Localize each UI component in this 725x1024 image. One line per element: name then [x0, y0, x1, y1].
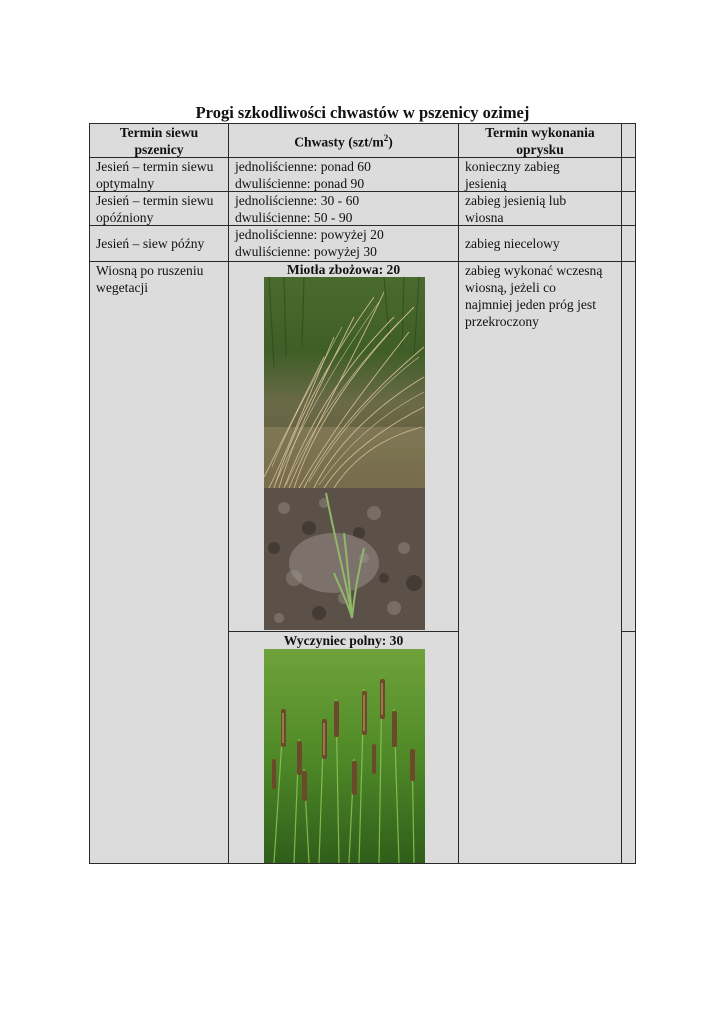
row1-weeds — [228, 157, 459, 192]
row2-extra-column — [621, 191, 636, 226]
row2-weeds — [228, 191, 459, 226]
row1-action-line2: jesienią — [465, 176, 507, 191]
silky-bentgrass-seedling-photo — [264, 488, 425, 630]
row4-term-line1: Wiosną po ruszeniu — [96, 263, 204, 278]
row2-weeds-line1: jednoliścienne: 30 - 60 — [235, 193, 360, 208]
weed1-label: Miotła zbożowa: 20 — [286, 262, 401, 277]
header-spray-term-line2: oprysku — [516, 141, 564, 157]
row1-action-line1: konieczny zabieg — [465, 159, 560, 174]
row1-term-line1: Jesień – termin siewu — [96, 159, 214, 174]
header-weeds — [228, 123, 459, 158]
row3-term-line1: Jesień – siew późny — [96, 236, 205, 251]
row1-sowing-term — [89, 157, 229, 192]
black-grass-seed-heads-photo — [264, 649, 425, 863]
header-weeds-close: ) — [388, 134, 393, 150]
row3-weeds-line2: dwuliścienne: powyżej 30 — [235, 244, 377, 259]
header-sowing-term — [89, 123, 229, 158]
row4-extra-column-lower — [621, 631, 636, 864]
row1-weeds-line1: jednoliścienne: ponad 60 — [235, 159, 371, 174]
row3-action-line1: zabieg niecelowy — [465, 236, 560, 251]
row1-term-line2: optymalny — [96, 176, 155, 191]
row3-weeds-line1: jednoliścienne: powyżej 20 — [235, 227, 384, 242]
row4-spray-term — [458, 261, 622, 864]
row3-sowing-term — [89, 225, 229, 262]
row2-term-line2: opóźniony — [96, 210, 154, 225]
row2-spray-term — [458, 191, 622, 226]
header-spray-term — [458, 123, 622, 158]
row1-extra-column — [621, 157, 636, 192]
weed2-label: Wyczyniec polny: 30 — [283, 633, 404, 648]
row2-term-line1: Jesień – termin siewu — [96, 193, 214, 208]
row2-action-line2: wiosna — [465, 210, 504, 225]
row1-spray-term — [458, 157, 622, 192]
header-sowing-term-line2: pszenicy — [134, 141, 184, 157]
header-weeds-superscript: 2 — [383, 133, 389, 144]
row2-sowing-term — [89, 191, 229, 226]
silky-bentgrass-mature-panicles-photo — [264, 277, 425, 488]
row3-weeds — [228, 225, 459, 262]
header-sowing-term-line1: Termin siewu — [119, 124, 199, 140]
row3-extra-column — [621, 225, 636, 262]
header-extra-column — [621, 123, 636, 158]
row4-term-line2: wegetacji — [96, 280, 149, 295]
row1-weeds-line2: dwuliścienne: ponad 90 — [235, 176, 365, 191]
row3-spray-term — [458, 225, 622, 262]
header-spray-term-line1: Termin wykonania — [485, 124, 595, 140]
document-title: Progi szkodliwości chwastów w pszenicy ozimej — [195, 103, 530, 122]
row4-extra-column-upper — [621, 261, 636, 632]
row4-sowing-term — [89, 261, 229, 864]
row2-action-line1: zabieg jesienią lub — [465, 193, 567, 208]
header-weeds-label: Chwasty (szt/m — [294, 134, 384, 150]
row4-action-line2: wiosną, jeżeli co — [465, 280, 556, 295]
row4-action-line4: przekroczony — [465, 314, 539, 329]
row2-weeds-line2: dwuliścienne: 50 - 90 — [235, 210, 353, 225]
row4-action-line1: zabieg wykonać wczesną — [465, 263, 603, 278]
row4-action-line3: najmniej jeden próg jest — [465, 297, 596, 312]
